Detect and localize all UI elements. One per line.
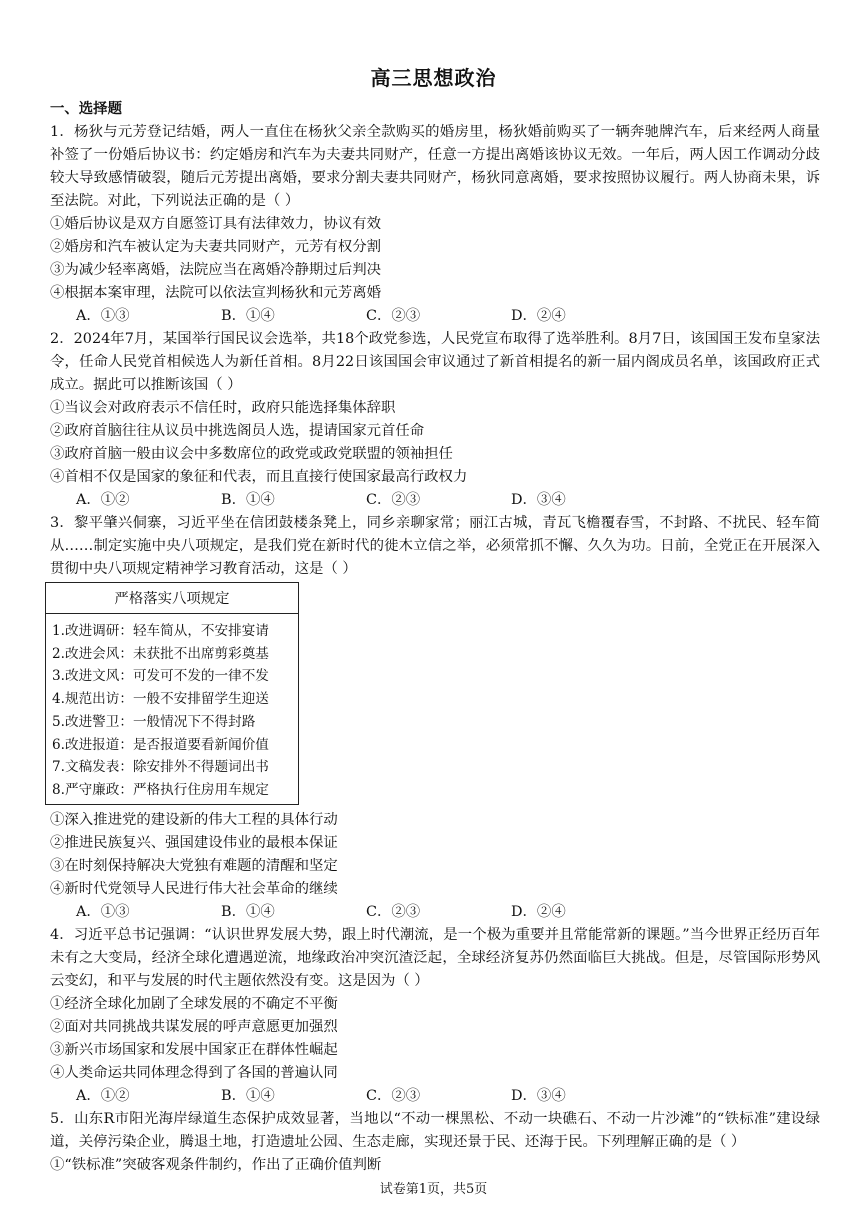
- option-statement: ③为减少轻率离婚，法院应当在离婚冷静期过后判决: [50, 262, 381, 278]
- option-statement: ①当议会对政府表示不信任时，政府只能选择集体辞职: [50, 400, 396, 416]
- question-2: [50, 328, 820, 512]
- answer-choices: [50, 305, 820, 328]
- box-title: 严格落实八项规定: [46, 583, 298, 614]
- choice-d[interactable]: D．③④: [511, 492, 566, 508]
- option-statement: ③新兴市场国家和发展中国家正在群体性崛起: [50, 1041, 338, 1058]
- choice-d[interactable]: D．②④: [511, 308, 566, 324]
- option-statement: ②推进民族复兴、强国建设伟业的最根本保证: [50, 834, 338, 851]
- choice-b[interactable]: B．①④: [221, 492, 275, 508]
- regulations-box: [45, 582, 299, 805]
- box-list: [46, 614, 298, 804]
- choice-b[interactable]: B．①④: [221, 903, 275, 920]
- question-5: [50, 1108, 820, 1177]
- choice-d[interactable]: D．②④: [511, 903, 566, 920]
- answer-choices: [50, 489, 820, 512]
- box-item: 3.改进文风：可发可不发的一律不发: [52, 668, 269, 685]
- option-statement: ①经济全球化加剧了全球发展的不确定不平衡: [50, 995, 338, 1012]
- question-stem: 5．山东R市阳光海岸绿道生态保护成效显著，当地以“不动一棵黑松、不动一块礁石、不动一片沙滩”的“铁标准”建设绿道，关停污染企业，腾退土地，打造遗址公园、生态走廊，实现还景于民、还海于民。下列理解正确的是（ ）: [50, 1110, 820, 1150]
- option-statement: ②政府首脑往往从议员中挑选阁员人选，提请国家元首任命: [50, 423, 425, 439]
- question-stem: 2．2024年7月，某国举行国民议会选举，共18个政党参选，人民党宣布取得了选举胜利。8月7日，该国国王发布皇家法令，任命人民党首相候选人为新任首相。8月22日该国国会审议通过了新首相提名的新一届内阁成员名单，该国政府正式成立。据此可以推断该国（ ）: [50, 331, 820, 393]
- option-statement: ②面对共同挑战共谋发展的呼声意愿更加强烈: [50, 1018, 338, 1035]
- option-statement: ④首相不仅是国家的象征和代表，而且直接行使国家最高行政权力: [50, 469, 468, 485]
- choice-c[interactable]: C．②③: [366, 1087, 421, 1104]
- answer-choices: [50, 901, 820, 924]
- choice-b[interactable]: B．①④: [221, 308, 275, 324]
- box-item: 4.规范出访：一般不安排留学生迎送: [52, 691, 269, 708]
- box-item: 5.改进警卫：一般情况下不得封路: [52, 713, 256, 730]
- choice-a[interactable]: A．①②: [76, 1087, 130, 1104]
- box-item: 2.改进会风：未获批不出席剪彩奠基: [52, 645, 269, 662]
- choice-b[interactable]: B．①④: [221, 1087, 275, 1104]
- choice-c[interactable]: C．②③: [366, 492, 421, 508]
- section-heading: 一、选择题: [50, 101, 122, 117]
- choice-d[interactable]: D．③④: [511, 1087, 566, 1104]
- choice-c[interactable]: C．②③: [366, 903, 421, 920]
- page-footer: 试卷第1页，共5页: [379, 1182, 488, 1197]
- box-item: 1.改进调研：轻车简从，不安排宴请: [52, 623, 269, 639]
- choice-a[interactable]: A．①②: [76, 492, 130, 508]
- option-statement: ③在时刻保持解决大党独有难题的清醒和坚定: [50, 857, 338, 874]
- page-title: 高三思想政治: [370, 66, 497, 90]
- box-item: 7.文稿发表：除安排外不得题词出书: [52, 759, 269, 776]
- question-1: [50, 121, 820, 328]
- choice-a[interactable]: A．①③: [76, 903, 130, 920]
- question-3: [50, 512, 820, 924]
- option-statement: ④根据本案审理，法院可以依法宣判杨狄和元芳离婚: [50, 285, 381, 301]
- answer-choices: [50, 1085, 820, 1108]
- choice-a[interactable]: A．①③: [76, 308, 130, 324]
- box-item: 8.严守廉政：严格执行住房用车规定: [52, 781, 269, 798]
- choice-c[interactable]: C．②③: [366, 308, 421, 324]
- option-statement: ②婚房和汽车被认定为夫妻共同财产，元芳有权分割: [50, 239, 381, 255]
- content: [50, 98, 820, 1177]
- option-statement: ③政府首脑一般由议会中多数席位的政党或政党联盟的领袖担任: [50, 446, 453, 462]
- option-statement: ①婚后协议是双方自愿签订具有法律效力，协议有效: [50, 216, 381, 232]
- question-4: [50, 924, 820, 1108]
- option-statement: ①“铁标准”突破客观条件制约，作出了正确价值判断: [50, 1156, 382, 1173]
- question-stem: 4．习近平总书记强调：“认识世界发展大势，跟上时代潮流，是一个极为重要并且常能常新的课题。”当今世界正经历百年未有之大变局，经济全球化遭遇逆流，地缘政治冲突沉渣泛起，全球经济复苏仍然面临巨大挑战。但是，尽管国际形势风云变幻，和平与发展的时代主题依然没有变。这是因为（ ）: [50, 926, 820, 989]
- option-statement: ①深入推进党的建设新的伟大工程的具体行动: [50, 811, 338, 828]
- box-item: 6.改进报道：是否报道要看新闻价值: [52, 736, 269, 753]
- question-stem: 1．杨狄与元芳登记结婚，两人一直住在杨狄父亲全款购买的婚房里，杨狄婚前购买了一辆奔驰牌汽车，后来经两人商量补签了一份婚后协议书：约定婚房和汽车为夫妻共同财产，任意一方提出离婚该协议无效。一年后，两人因工作调动分歧较大导致感情破裂，随后元芳提出离婚，要求分割夫妻共同财产，杨狄同意离婚，要求按照协议履行。两人协商未果，诉至法院。对此，下列说法正确的是（ ）: [50, 124, 820, 209]
- option-statement: ④人类命运共同体理念得到了各国的普遍认同: [50, 1064, 338, 1081]
- option-statement: ④新时代党领导人民进行伟大社会革命的继续: [50, 880, 338, 897]
- question-stem: 3．黎平肇兴侗寨，习近平坐在信团鼓楼条凳上，同乡亲聊家常；丽江古城，青瓦飞檐覆春雪，不封路、不扰民、轻车简从……制定实施中央八项规定，是我们党在新时代的徙木立信之举，必须常抓不懈、久久为功。日前，全党正在开展深入贯彻中央八项规定精神学习教育活动，这是（ ）: [50, 515, 820, 577]
